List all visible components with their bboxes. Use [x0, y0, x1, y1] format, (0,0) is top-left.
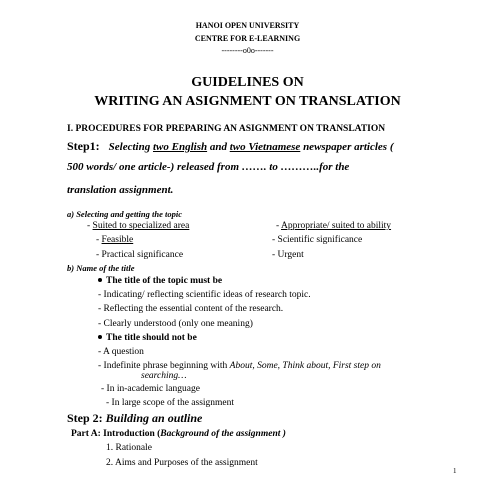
step1-line-2: 500 words/ one article-) released from ……. to ………..for the — [67, 161, 350, 173]
criterion-urgent: - Urgent — [272, 250, 304, 260]
criterion-suited: - Suited to specialized area — [87, 221, 190, 231]
should-not-indefinite: - Indefinite phrase beginning with About, Some, Think about, First step on — [98, 361, 381, 371]
university-name: HANOI OPEN UNIVERSITY — [195, 21, 300, 30]
outline-item-2: 2. Aims and Purposes of the assignment — [106, 458, 258, 468]
should-not-indefinite-cont: searching… — [141, 371, 187, 381]
step2-heading: Step 2: Building an outline — [67, 411, 203, 425]
step1-label: Step1: — [67, 139, 100, 153]
step1-text-a: Selecting — [108, 141, 153, 153]
title-line-2: WRITING AN ASIGNMENT ON TRANSLATION — [94, 94, 401, 109]
part-a-heading: Part A: Introduction (Background of the assignment ) — [71, 429, 286, 439]
centre-name: CENTRE FOR E-LEARNING — [194, 34, 301, 43]
should-not-question: - A question — [98, 347, 144, 357]
subheading-b: b) Name of the title — [67, 263, 135, 273]
should-not-in-academic: - In in-academic language — [101, 384, 200, 394]
bullet-icon — [98, 278, 102, 282]
step1-two-vietnamese: two Vietnamese — [229, 141, 301, 153]
criterion-practical: - Practical significance — [96, 250, 184, 260]
step1-line-3: translation assignment. — [67, 184, 174, 196]
criterion-appropriate: - Appropriate/ suited to ability — [276, 221, 392, 231]
step1-line-1 — [67, 140, 394, 153]
header-separator: --------o0o------- — [221, 46, 274, 55]
step1-text-b: and — [207, 141, 230, 153]
subheading-a: a) Selecting and getting the topic — [67, 209, 182, 219]
should-not-heading: The title should not be — [98, 334, 197, 344]
must-item-3: - Clearly understood (only one meaning) — [98, 319, 253, 329]
should-not-large-scope: - In large scope of the assignment — [106, 398, 235, 408]
must-item-1: - Indicating/ reflecting scientific ideas of research topic. — [98, 290, 311, 300]
must-be-heading: The title of the topic must be — [98, 277, 222, 287]
bullet-icon — [98, 335, 102, 339]
step1-two-english: two English — [152, 141, 208, 153]
outline-item-1: 1. Rationale — [106, 443, 152, 453]
title-line-1: GUIDELINES ON — [191, 75, 304, 90]
step1-text-c: newspaper articles ( — [300, 141, 394, 153]
must-item-2: - Reflecting the essential content of the research. — [98, 304, 284, 314]
page-number: 1 — [453, 467, 457, 475]
criterion-scientific: - Scientific significance — [272, 235, 363, 245]
section-heading: I. PROCEDURES FOR PREPARING AN ASIGNMENT ON TRANSLATION — [67, 124, 386, 134]
criterion-feasible: - Feasible — [96, 235, 134, 245]
